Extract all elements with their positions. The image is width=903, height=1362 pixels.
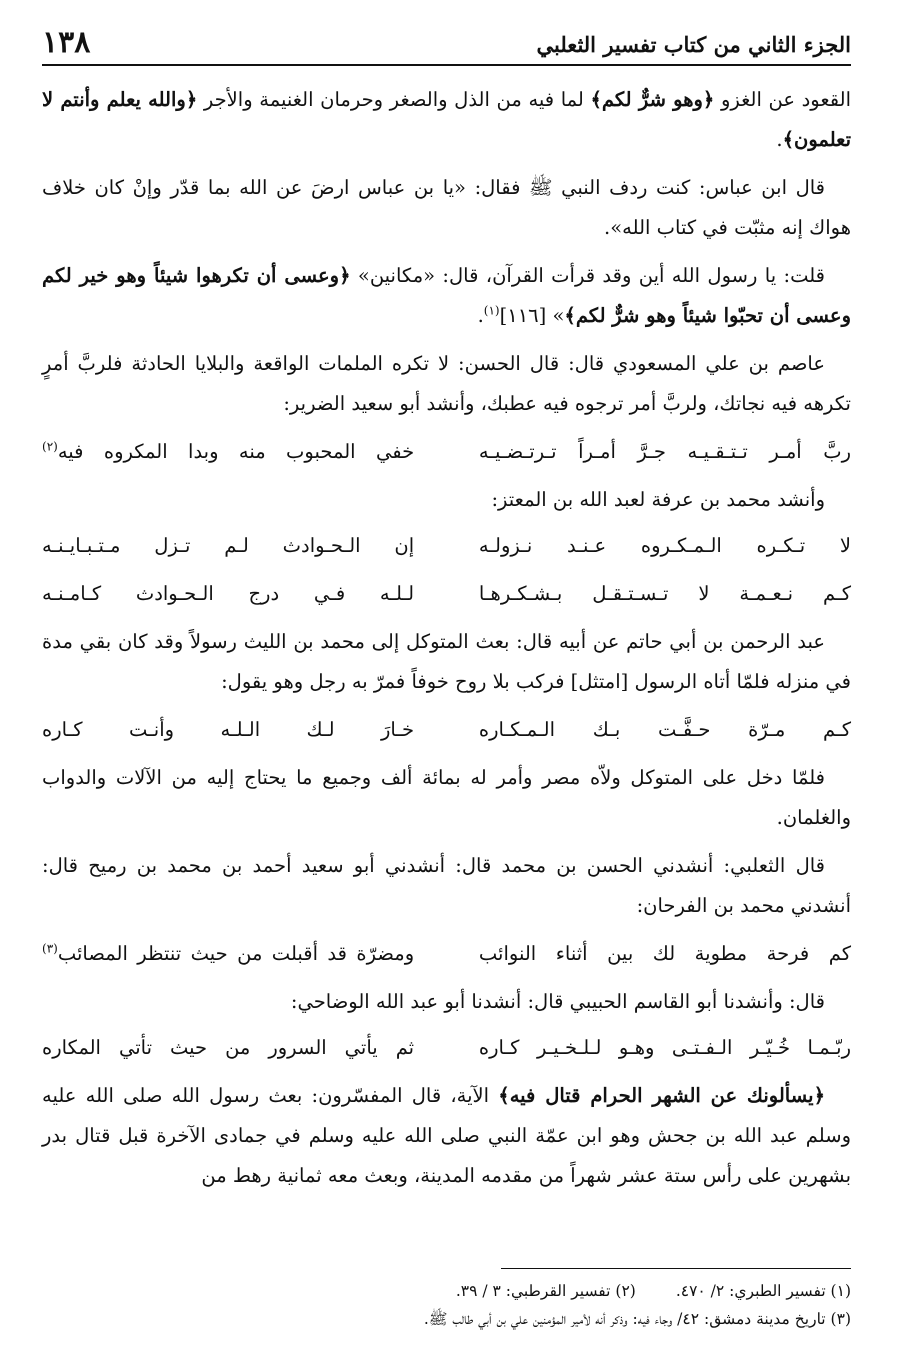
- poetry-verse: [42, 934, 851, 974]
- verse-first-hemistich: لا تـكـره الـمـكـروه عـنـد نـزولـه: [478, 534, 851, 557]
- verse-first-hemistich: كـم نـعـمـة لا تـسـتـقـل بـشـكـرهـا: [478, 582, 851, 605]
- footnote-row: [42, 1277, 851, 1305]
- text-run: القعود عن الغزو: [714, 88, 851, 111]
- paragraph: [42, 168, 851, 248]
- footnote-3: (٣) تاريخ مدينة دمشق: ٤٢/ وجاء فيه: وذكر أنه لأمير المؤمنين علي بن أبي طالب ﷺ.: [423, 1310, 851, 1328]
- poetry-verse: [42, 526, 851, 566]
- verse-second-hemistich: ثم يأتي السرور من حيث تأتي المكاره: [42, 1036, 415, 1059]
- footnote-row: [42, 1305, 851, 1333]
- footnote-1: (١) تفسير الطبري: ٢/ ٤٧٠.: [675, 1282, 851, 1300]
- footnote-marker: (٣): [42, 941, 58, 956]
- text-run: لما فيه من الذل والصغر وحرمان الغنيمة والأجر: [197, 88, 591, 111]
- text-run: الآية، قال المفسّرون: بعث رسول الله صلى الله عليه وسلم عبد الله بن جحش وهو ابن عمّة النبي صلى الله عليه وسلم في جمادى الآخرة قبل قتال بدر بشهرين على رأس ستة عشر شهراً من مقدمه المدينة، وبعث معه ثمانية رهط من: [42, 1084, 851, 1187]
- paragraph: [42, 256, 851, 336]
- quran-quote: ﴿وهو شرٌّ لكم﴾: [590, 88, 715, 111]
- verse-second-hemistich: خـارَ لـك الـلـه وأنـت كـاره: [42, 718, 415, 741]
- text-run: قلت: يا رسول الله أين وقد قرأت القرآن، قال: «مكانين»: [350, 264, 825, 287]
- verse-second-hemistich: [42, 934, 414, 974]
- quran-quote: ﴿والله يعلم وأنتم لا تعلمون﴾: [42, 88, 851, 151]
- page-header: [42, 26, 851, 66]
- verse-first-hemistich: ربّـمـا خُـيّـر الـفـتـى وهـو لـلـخـيـر كـاره: [478, 1036, 851, 1059]
- verse-introduction: قال: وأنشدنا أبو القاسم الحبيبي قال: أنشدنا أبو عبد الله الوضاحي:: [290, 990, 825, 1013]
- verse-second-hemistich: إن الـحـوادث لـم تـزل مـتـبـايـنـه: [42, 534, 415, 557]
- paragraph: [42, 344, 851, 424]
- text-run: » [١١٦]: [499, 304, 565, 327]
- poetry-verse: [42, 432, 851, 472]
- running-title: الجزء الثاني من كتاب تفسير الثعلبي: [536, 32, 851, 57]
- paragraph: فلمّا دخل على المتوكل ولاّه مصر وأمر له بمائة ألف وجميع ما يحتاج إليه من الآلات والدواب والغلمان.: [42, 766, 851, 829]
- text-run: عاصم بن علي المسعودي قال: قال الحسن: لا تكره الملمات الواقعة والبلايا الحادثة فلربَّ أمرٍ تكرهه فيه نجاتك، ولربَّ أمر ترجوه فيه عطبك، وأنشد أبو سعيد الضرير:: [42, 352, 851, 415]
- page-body: [42, 80, 851, 1204]
- quran-quote: ﴿وعسى أن تكرهوا شيئاً وهو خير لكم وعسى أن تحبّوا شيئاً وهو شرٌّ لكم﴾: [42, 264, 851, 327]
- paragraph: عبد الرحمن بن أبي حاتم عن أبيه قال: بعث المتوكل إلى محمد بن الليث رسولاً وقد كان بقي مدة في منزله فلمّا أتاه الرسول [امتثل] فركب بلا روح خوفاً فمرّ به رجل وهو يقول:: [42, 630, 851, 693]
- poetry-verse: [42, 710, 851, 750]
- poetry-verse: [42, 574, 851, 614]
- verse-introduction: وأنشد محمد بن عرفة لعبد الله بن المعتز:: [491, 488, 825, 511]
- footnotes: [42, 1268, 851, 1333]
- text-run: .: [776, 128, 783, 151]
- paragraph: [42, 1076, 851, 1196]
- quran-quote: ﴿يسألونك عن الشهر الحرام قتال فيه﴾: [498, 1084, 825, 1107]
- hemistich-text: ومضرّة قد أقبلت من حيث تنتظر المصائب: [57, 942, 415, 965]
- poetry-verse: [42, 1028, 851, 1068]
- page-number: ١٣٨: [42, 25, 91, 60]
- footnote-divider: [501, 1268, 851, 1269]
- footnote-marker: (٢): [42, 439, 58, 454]
- verse-second-hemistich: [42, 432, 414, 472]
- footnote-marker: (١): [483, 303, 500, 318]
- paragraph: [42, 80, 851, 160]
- hemistich-text: خفي المحبوب منه وبدا المكروه فيه: [57, 440, 415, 463]
- paragraph: قال الثعلبي: أنشدني الحسن بن محمد قال: أنشدني أبو سعيد أحمد بن محمد بن رميح قال: أنشدني محمد بن الفرحان:: [42, 854, 851, 917]
- text-run: .: [477, 304, 484, 327]
- verse-first-hemistich: كـم مـرّة حـفَّـت بـك الـمـكـاره: [478, 718, 851, 741]
- footnote-2: (٢) تفسير القرطبي: ٣ / ٣٩.: [455, 1282, 636, 1300]
- text-run: قال ابن عباس: كنت ردف النبي ﷺ فقال: «يا بن عباس ارضَ عن الله بما قدّر وإنْ كان خلاف هواك إنه مثبّت في كتاب الله».: [42, 176, 851, 239]
- verse-first-hemistich: ربَّ أمـر تـتـقـيـه جـرَّ أمـراً تـرتـضـيـه: [478, 440, 851, 463]
- verse-second-hemistich: لـلـه فـي درج الـحـوادث كـامـنـه: [42, 582, 415, 605]
- verse-first-hemistich: كم فرحة مطوية لك بين أثناء النوائب: [478, 942, 851, 965]
